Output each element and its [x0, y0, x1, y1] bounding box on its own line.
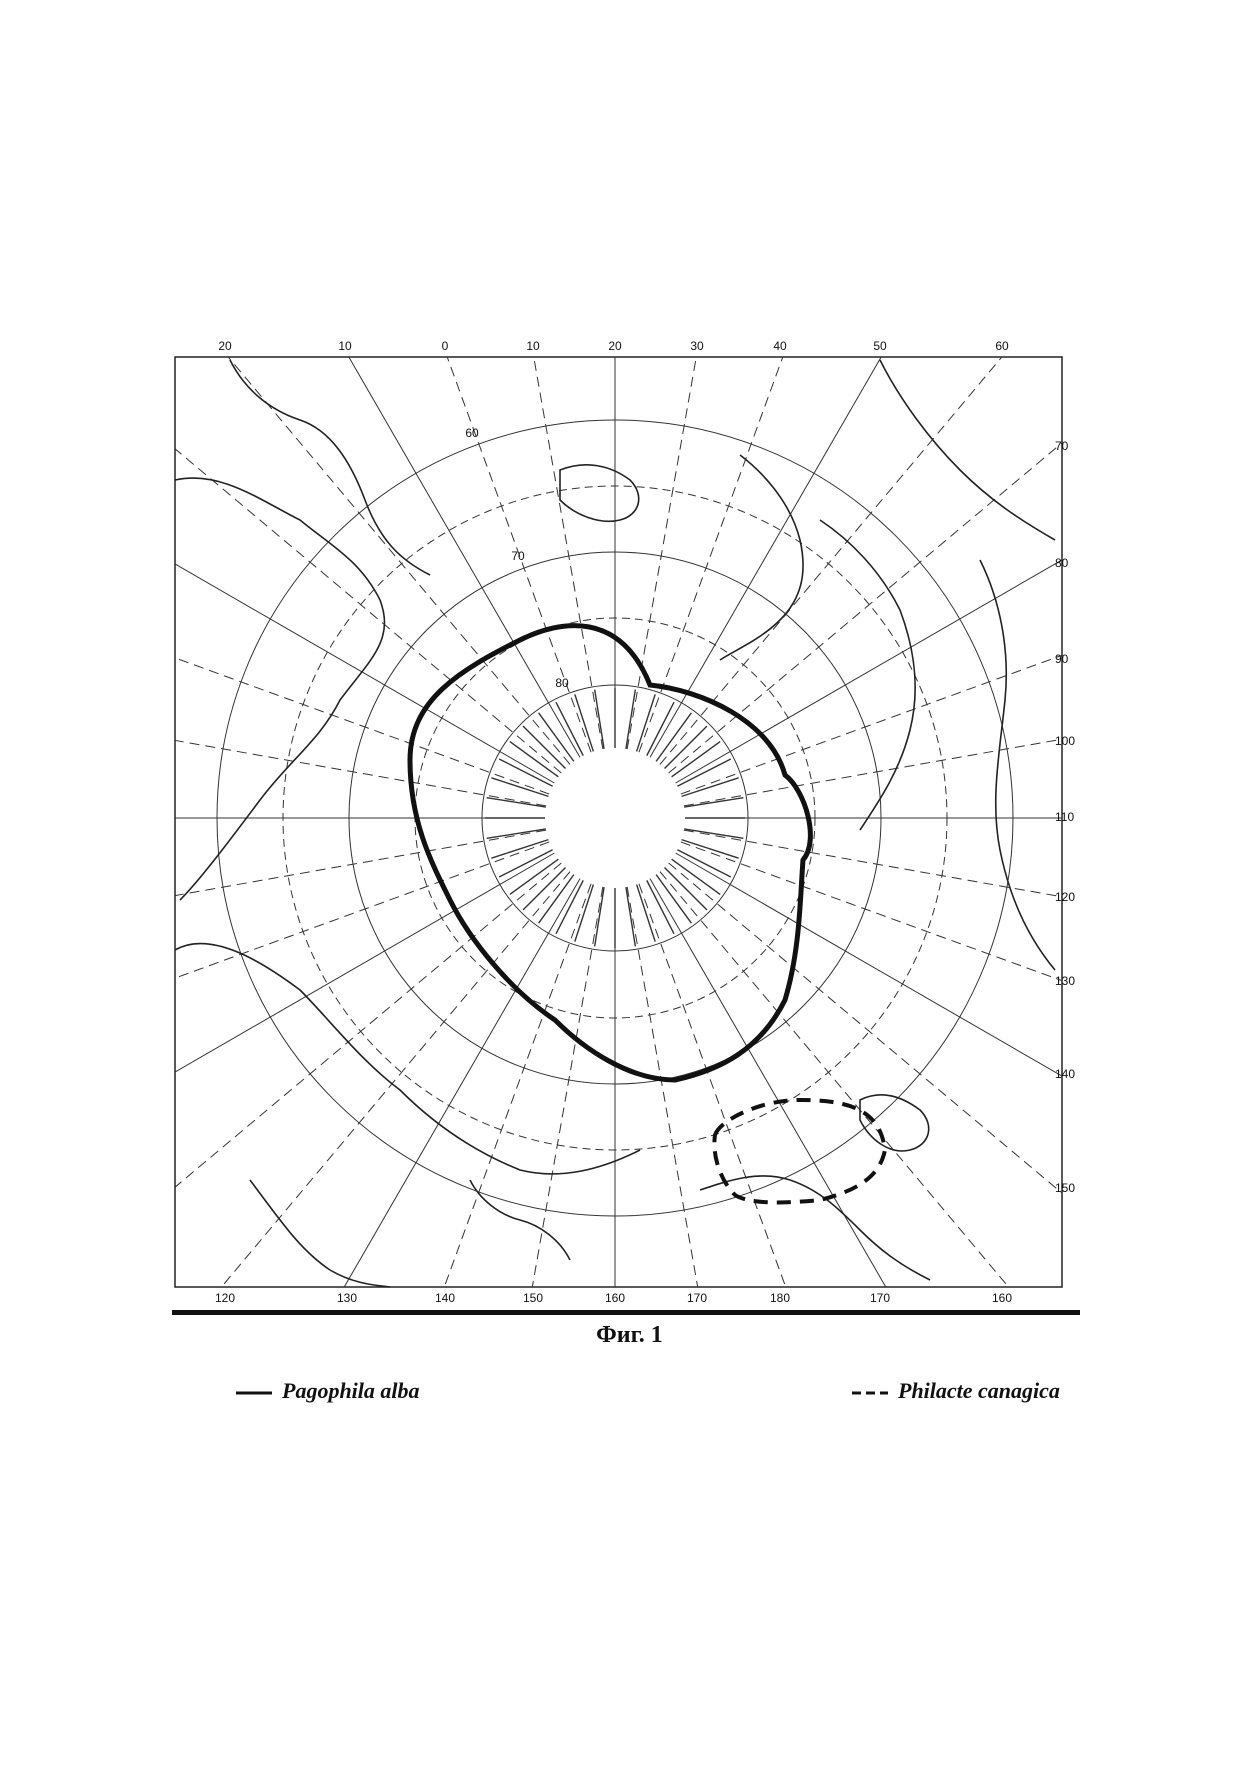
meridian-line	[681, 510, 1259, 794]
meridian-line	[0, 830, 546, 974]
meridian-line	[165, 39, 580, 758]
pole-ray	[491, 840, 548, 859]
top-tick-label: 0	[441, 339, 449, 353]
pole-ray	[647, 880, 674, 933]
pole-ray	[637, 885, 656, 942]
right-tick-label: 150	[1055, 1181, 1076, 1195]
pole-ray	[499, 759, 552, 786]
pole-ray	[556, 702, 583, 755]
bottom-tick-label: 170	[686, 1291, 708, 1305]
top-tick-label: 20	[218, 339, 232, 353]
bottom-tick-label: 180	[769, 1291, 791, 1305]
bottom-tick-label: 140	[434, 1291, 456, 1305]
bottom-tick-label: 150	[522, 1291, 544, 1305]
meridian-line	[307, 884, 591, 1664]
bottom-tick-label: 120	[214, 1291, 236, 1305]
right-tick-label: 100	[1055, 734, 1076, 748]
latitude-label: 60	[465, 426, 479, 440]
pole-ray	[664, 867, 706, 909]
pole-ray	[487, 829, 546, 838]
legend-label-pagophila: Pagophila alba	[282, 1378, 420, 1403]
top-tick-label: 20	[608, 339, 622, 353]
meridian-line	[676, 853, 1259, 1268]
meridian-line	[36, 129, 570, 765]
latitude-label: 80	[555, 676, 569, 690]
pole-ray	[684, 798, 743, 807]
pole-ray	[575, 885, 594, 942]
range-pagophila-alba	[410, 626, 810, 1080]
right-tick-label: 110	[1055, 810, 1075, 824]
pole-ray	[682, 840, 739, 859]
pole-ray	[595, 887, 604, 946]
top-longitude-ticks	[218, 339, 1009, 353]
pole-ray	[684, 829, 743, 838]
pole-ray	[677, 850, 730, 877]
right-tick-label: 90	[1055, 652, 1069, 666]
right-tick-label: 140	[1055, 1067, 1076, 1081]
meridian-line	[639, 884, 923, 1664]
bottom-tick-label: 130	[336, 1291, 358, 1305]
meridian-line	[669, 239, 1259, 773]
right-tick-label: 70	[1055, 439, 1069, 453]
figure-caption: Фиг. 1	[596, 1322, 663, 1348]
pole-ray	[626, 887, 635, 946]
pole-ray	[523, 867, 565, 909]
meridian-line	[684, 662, 1259, 806]
bottom-longitude-ticks	[215, 1291, 1012, 1305]
meridian-line	[307, 0, 591, 752]
map-frame	[175, 357, 1062, 1287]
top-tick-label: 50	[873, 339, 887, 353]
pole-ray	[637, 694, 656, 751]
meridian-line	[681, 842, 1259, 1126]
meridian-line	[0, 853, 554, 1268]
top-tick-label: 30	[690, 339, 704, 353]
meridian-line	[36, 872, 570, 1508]
top-tick-label: 60	[995, 339, 1009, 353]
meridian-line	[0, 510, 549, 794]
pole-ray	[523, 726, 565, 768]
dashed-line-swatch	[852, 1389, 888, 1397]
latitude-labels	[465, 426, 569, 690]
top-tick-label: 40	[773, 339, 787, 353]
top-tick-label: 10	[526, 339, 540, 353]
bottom-tick-label: 160	[991, 1291, 1013, 1305]
top-tick-label: 10	[338, 339, 352, 353]
pole-ray	[487, 798, 546, 807]
meridian-line	[650, 39, 1065, 758]
meridian-line	[660, 872, 1194, 1508]
pole-ray	[682, 778, 739, 797]
meridian-line	[0, 239, 561, 773]
bottom-tick-label: 160	[604, 1291, 626, 1305]
legend-label-philacte: Philacte canagica	[898, 1378, 1060, 1403]
bottom-tick-label: 170	[869, 1291, 891, 1305]
pole-ray	[677, 759, 730, 786]
pole-ray	[499, 850, 552, 877]
pole-ray	[647, 702, 674, 755]
right-longitude-ticks	[1055, 439, 1075, 1195]
pole-ray	[556, 880, 583, 933]
latitude-label: 70	[511, 549, 525, 563]
pole-ray	[626, 690, 635, 749]
meridian-line	[676, 368, 1259, 783]
meridian-line	[660, 129, 1194, 765]
pole-ray	[491, 778, 548, 797]
legend-item-pagophila	[236, 1378, 420, 1404]
pole-ray	[664, 726, 706, 768]
bottom-rule	[172, 1310, 1080, 1315]
right-tick-label: 120	[1055, 890, 1076, 904]
meridian-line	[650, 879, 1065, 1598]
solid-line-swatch	[236, 1389, 272, 1397]
pole-ray	[595, 690, 604, 749]
meridian-line	[669, 863, 1259, 1397]
meridian-line	[684, 830, 1259, 974]
legend-item-philacte	[852, 1378, 1060, 1404]
right-tick-label: 130	[1055, 974, 1076, 988]
meridian-line	[639, 0, 923, 752]
meridian-line	[0, 842, 549, 1126]
right-tick-label: 80	[1055, 556, 1069, 570]
pole-ray	[575, 694, 594, 751]
